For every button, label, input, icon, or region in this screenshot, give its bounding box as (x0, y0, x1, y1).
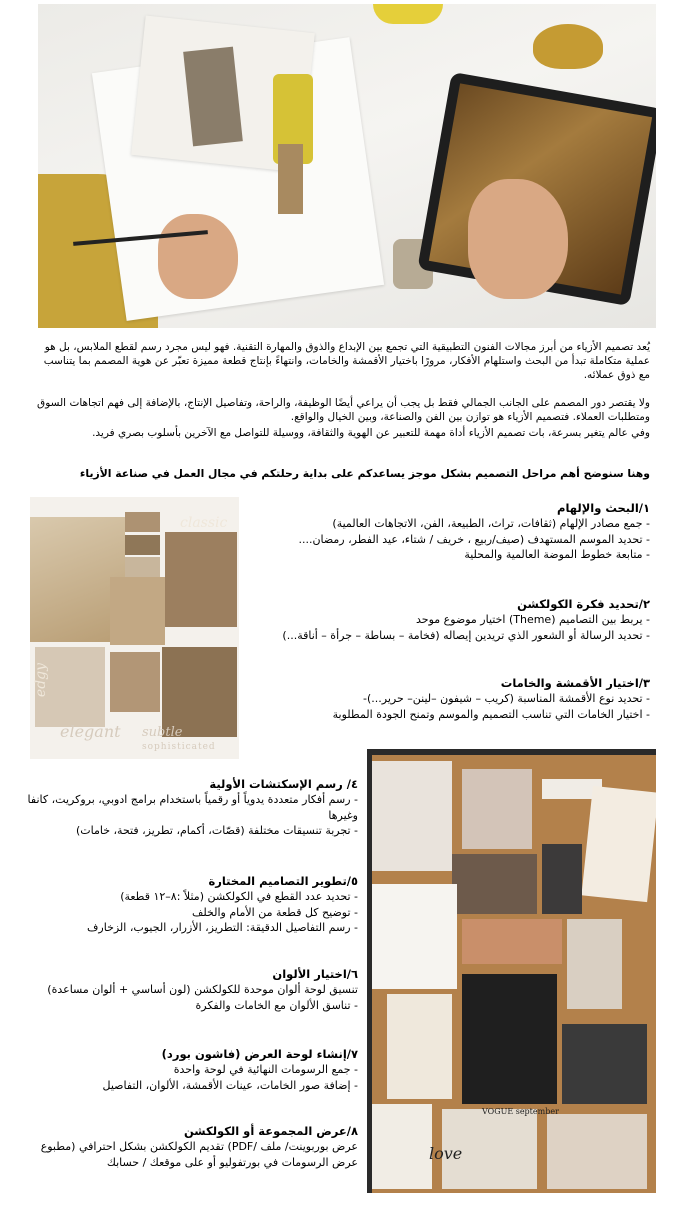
moodboard-word-elegant: elegant (60, 722, 121, 741)
section-7 (20, 1047, 358, 1093)
section-4-item: - تجربة تنسيقات مختلفة (قصّات، أكمام، تطريز، فتحة، خامات) (75, 824, 358, 837)
moodboard-word-edgy: edgy (33, 662, 50, 698)
section-3-item: - تحديد نوع الأقمشة المناسبة (كريب – شيفون –لينن– حرير...)- (363, 692, 650, 705)
section-2-item: - يربط بين التصاميم (Theme) اختيار موضوع موحد (416, 613, 650, 626)
section-8-item: عرض الرسومات في بورتفوليو أو على موقعك / حسابك (106, 1155, 358, 1169)
moodboard-word-classic: classic (180, 515, 228, 531)
section-4-item: - رسم أفكار متعددة يدوياً أو رقمياً باستخدام برامج ادوبي، بروكريت، كانفا وغيرها (27, 793, 358, 822)
moodboard-beige (30, 497, 239, 759)
section-1-item: - جمع مصادر الإلهام (ثقافات، تراث، الطبيعة، الفن، الاتجاهات العالمية) (332, 517, 650, 530)
section-5-item: - تحديد عدد القطع في الكولكشن (مثلاً :٨–١٢ قطعة) (120, 890, 358, 903)
section-7-item: - إضافة صور الخامات، عينات الأقمشة، الألوان، التفاصيل (102, 1078, 358, 1092)
section-3 (245, 676, 650, 722)
section-4 (20, 777, 358, 839)
section-4-title: ٤/ رسم الإسكتشات الأولية (209, 777, 358, 791)
section-5-item: - توضيح كل قطعة من الأمام والخلف (191, 905, 358, 919)
intro-paragraph-3: وفي عالم يتغير بسرعة، بات تصميم الأزياء أداة مهمة للتعبير عن الهوية والثقافة، ووسيلة للتواصل مع الآخرين بأسلوب بصري فريد. (92, 427, 650, 439)
intro-paragraph-2: ولا يقتصر دور المصمم على الجانب الجمالي فقط بل يجب أن يراعي أيضًا الوظيفة، والراحة، وتفاصيل الإنتاج، بالإضافة إلى فهم اتجاهات السوق ومتطلبات العملاء. فتصميم الأزياء هو توازن بين الفن والصناعة، وبين الخيال والواقع. (37, 397, 650, 423)
section-1 (245, 501, 650, 563)
section-6-item: - تناسق الألوان مع الخامات والفكرة (195, 998, 358, 1012)
section-6-title: ٦/اختيار الألوان (272, 967, 358, 981)
section-5-title: ٥/تطوير التصاميم المختارة (208, 874, 358, 888)
section-1-item: - متابعة خطوط الموضة العالمية والمحلية (464, 548, 650, 561)
section-8 (20, 1124, 358, 1170)
section-6 (5, 967, 358, 1013)
section-3-title: ٣/اختيار الأقمشة والخامات (500, 676, 650, 690)
section-7-item: - جمع الرسومات النهائية في لوحة واحدة (173, 1063, 358, 1076)
intro-paragraph-1: يُعد تصميم الأزياء من أبرز مجالات الفنون التطبيقية التي تجمع بين الإبداع والذوق والمهارة التقنية. فهو ليس مجرد رسم لقطع الملابس، بل هو عملية متكاملة تبدأ من البحث واستلهام الأفكار، مرورًا باختيار الأقمشة والخامات، وانتهاءً بإنتاج قطعة مميزة تعبّر عن هوية المصمم بما يتناسب مع ذوق عملائه. (43, 341, 650, 381)
board-label-love: love (429, 1144, 463, 1163)
section-1-title: ١/البحث والإلهام (557, 501, 650, 515)
moodboard-word-subtle: subtle (142, 725, 183, 740)
section-8-title: ٨/عرض المجموعة أو الكولكشن (183, 1124, 358, 1138)
section-8-item: عرض بوربوينت/ ملف /PDF) تقديم الكولكشن بشكل احترافي (مطبوع (40, 1140, 358, 1153)
section-1-item: - تحديد الموسم المستهدف (صيف/ربيع ، خريف / شتاء، عيد الفطر، رمضان.... (298, 532, 650, 546)
section-5 (20, 874, 358, 936)
section-6-item: تنسيق لوحة ألوان موحدة للكولكشن (لون أساسي + ألوان مساعدة) (47, 983, 358, 996)
intro-lead: وهنا سنوضح أهم مراحل التصميم بشكل موجز يساعدكم على بداية رحلتكم في مجال العمل في صناعة الأزياء (79, 467, 650, 480)
moodboard-cork-board (367, 749, 656, 1193)
section-2-item: - تحديد الرسالة أو الشعور الذي تريدين إيصاله (فخامة – بساطة – جرأة – أناقة...) (282, 628, 650, 642)
board-label-vogue: VOGUE september (482, 1107, 559, 1116)
hero-photo-fashion-design (38, 4, 656, 328)
section-2 (245, 597, 650, 643)
section-3-item: - اختيار الخامات التي تناسب التصميم والموسم وتمنح الجودة المطلوبة (332, 707, 650, 721)
section-7-title: ٧/إنشاء لوحة العرض (فاشون بورد) (161, 1047, 358, 1061)
moodboard-word-sophisticated: sophisticated (142, 742, 216, 752)
section-2-title: ٢/تحديد فكرة الكولكشن (517, 597, 650, 611)
section-5-item: - رسم التفاصيل الدقيقة: التطريز، الأزرار، الجيوب، الزخارف (87, 921, 358, 934)
